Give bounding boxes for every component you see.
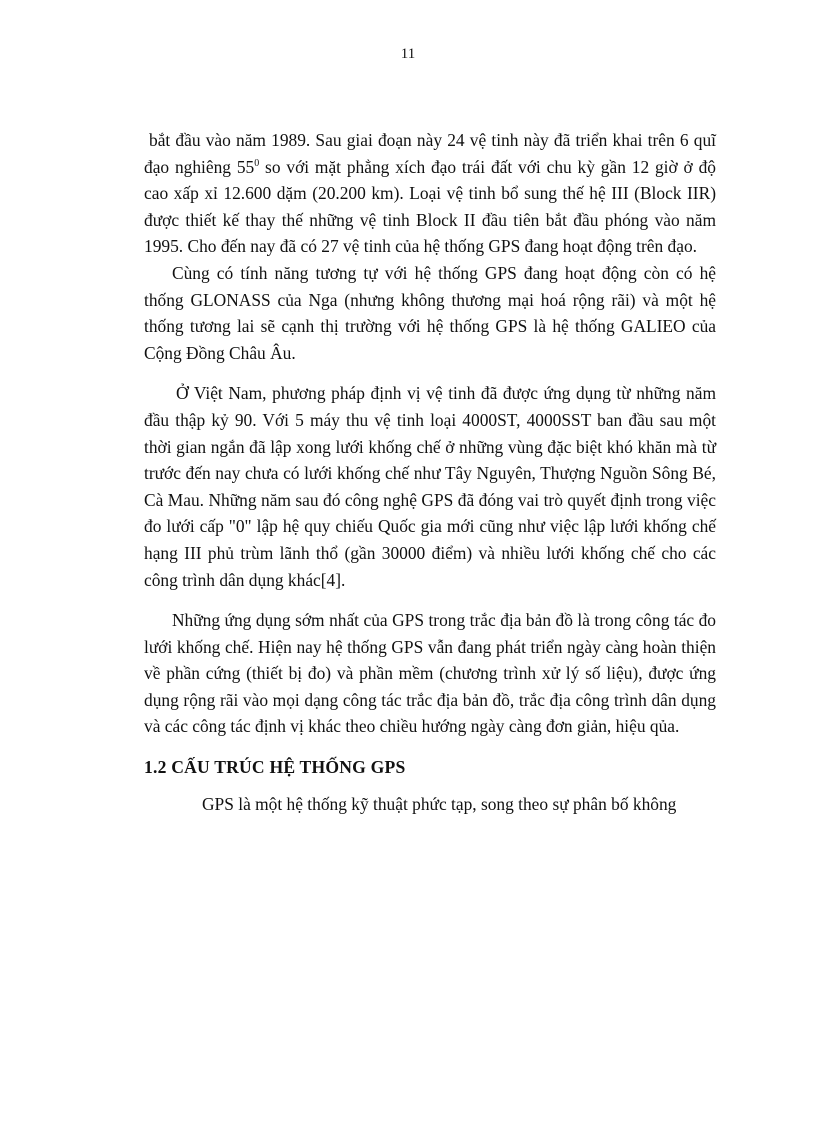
document-body <box>144 127 716 817</box>
page-number: 11 <box>400 46 416 62</box>
paragraph-applications: Những ứng dụng sớm nhất của GPS trong trắc địa bản đồ là trong công tác đo lưới khống chế. Hiện nay hệ thống GPS vẫn đang phát triển ngày càng hoàn thiện về phần cứng (thiết bị đo) và phần mềm (chương trình xử lý số liệu), được ứng dụng rộng rãi vào mọi dạng công tác trắc địa bản đồ, trắc địa công trình dân dụng và các công tác định vị khác theo chiều hướng ngày càng đơn giản, hiệu qủa. <box>144 610 716 737</box>
paragraph-text: so với mặt phẳng xích đạo trái đất với chu kỳ gần 12 giờ ở độ cao xấp xỉ 12.600 dặm (20.200 km). Loại vệ tinh bổ sung thế hệ III (Block IIR) được thiết kế thay thế những vệ tinh Block II đầu tiên bắt đầu phóng vào năm 1995. Cho đến nay đã có 27 vệ tinh của hệ thống GPS đang hoạt động trên đạo. <box>144 156 716 257</box>
paragraph-gps-structure: GPS là một hệ thống kỹ thuật phức tạp, song theo sự phân bố không <box>202 793 677 814</box>
section-heading: 1.2 CẤU TRÚC HỆ THỐNG GPS <box>144 757 406 778</box>
paragraph-vietnam: Ở Việt Nam, phương pháp định vị vệ tinh đã được ứng dụng từ những năm đầu thập kỷ 90. Với 5 máy thu vệ tinh loại 4000ST, 4000SST ban đầu sau một thời gian ngắn đã lập xong lưới khống chế ở những vùng đặc biệt khó khăn mà từ trước đến nay chưa có lưới khống chế như Tây Nguyên, Thượng Nguồn Sông Bé, Cà Mau. Những năm sau đó công nghệ GPS đã đóng vai trò quyết định trong việc đo lưới cấp "0" lập hệ quy chiếu Quốc gia mới cũng như việc lập lưới khống chế hạng III phủ trùm lãnh thổ (gần 30000 điểm) và nhiều lưới khống chế cho các công trình dân dụng khác[4]. <box>144 383 716 590</box>
degree-superscript: 0 <box>254 157 260 169</box>
paragraph-text: bắt đầu vào năm 1989. Sau giai đoạn này 24 vệ tinh này đã triển khai trên 6 quĩ đạo nghiêng 55 <box>144 130 716 177</box>
paragraph-gps-history <box>144 127 716 260</box>
paragraph-glonass-galileo: Cùng có tính năng tương tự với hệ thống GPS đang hoạt động còn có hệ thống GLONASS của Nga (nhưng không thương mại hoá rộng rãi) và một hệ thống tương lai sẽ cạnh thị trường với hệ thống GPS là hệ thống GALIEO của Cộng Đồng Châu Âu. <box>144 262 716 363</box>
